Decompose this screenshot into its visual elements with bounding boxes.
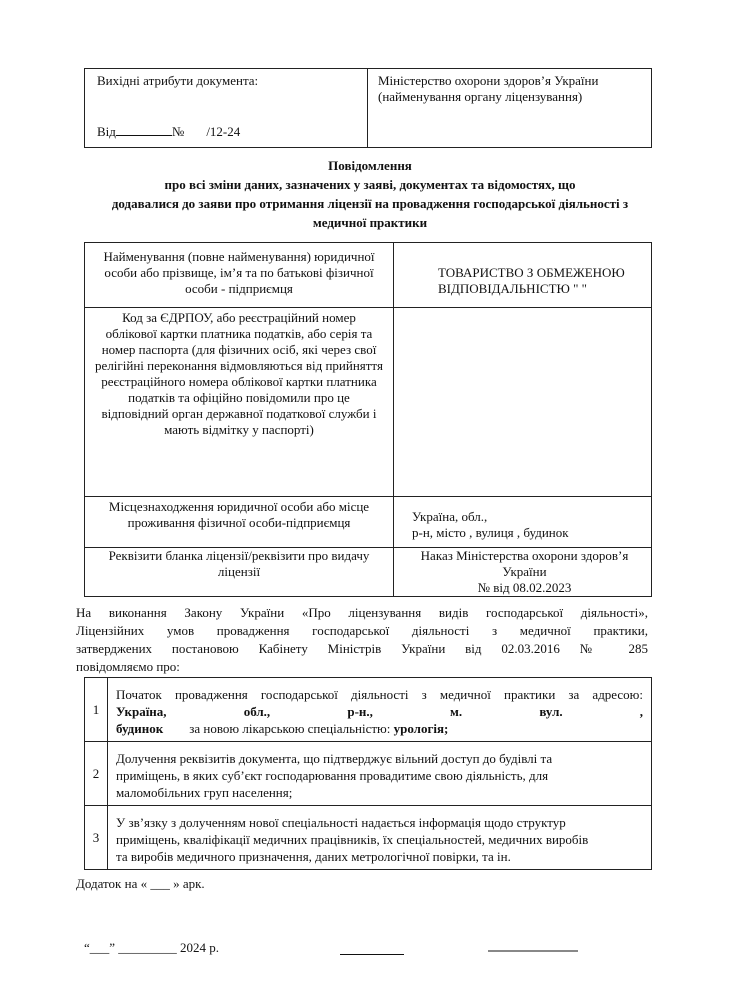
- signature-date: “___” _________ 2024 р.: [84, 940, 220, 955]
- document-attributes-label: Вихідні атрибути документа:: [97, 73, 259, 88]
- item-number: 2: [85, 742, 108, 806]
- ref-date-blank: [116, 135, 172, 136]
- item-number: 1: [85, 678, 108, 742]
- document-title: Повідомлення про всі зміни даних, зазначених у заяві, документах та відомостях, що додавалися до заяви про отримання ліцензії на провадження господарської діяльності з медичної практики: [111, 158, 629, 230]
- item-text: Долучення реквізитів документа, що підтверджує вільний доступ до будівлі та приміщень, в яких суб’єкт господарювання провадитиме свою діяльність, для маломобільних груп населення;: [108, 742, 652, 806]
- licensing-organ: Міністерство охорони здоров’я України (найменування органу ліцензування): [368, 69, 652, 148]
- ref-number: /12-24: [206, 124, 241, 139]
- item-number: 3: [85, 806, 108, 870]
- tax-code-label: Код за ЄДРПОУ, або реєстраційний номер облікової картки платника податків, або серія та номер паспорта (для фізичних осіб, які через свої релігійні переконання відмовляються від прийняття реєстраційного номера облікової картки платника податків та офіційно повідомили про це відповідний орган державної податкової служби і мають відмітку у паспорті): [85, 308, 394, 497]
- name-label: Найменування (повне найменування) юридичної особи або прізвище, ім’я та по батькові фізичної особи - підприємця: [85, 243, 394, 308]
- signature-line: [340, 940, 404, 955]
- signatory-name-line: [488, 944, 578, 952]
- item-text: Початок провадження господарської діяльності з медичної практики за адресою: Україна, обл., р-н., м. вул. , будинок за новою лікарською спеціальністю: урологія;: [108, 678, 652, 742]
- table-row: [85, 678, 652, 742]
- table-row: [85, 742, 652, 806]
- changes-table: [84, 677, 652, 870]
- document-reference: Від № /12-24: [97, 124, 241, 139]
- license-requisites-label: Реквізити бланка ліцензії/реквізити про видачу ліцензії: [85, 548, 394, 597]
- name-value: ТОВАРИСТВО З ОБМЕЖЕНОЮ ВІДПОВІДАЛЬНІСТЮ " ": [394, 243, 652, 308]
- address-label: Місцезнаходження юридичної особи або місце проживання фізичної особи-підприємця: [85, 497, 394, 548]
- appendix-line: Додаток на « ___ » арк.: [76, 876, 205, 891]
- license-requisites-value: Наказ Міністерства охорони здоров’я України № від 08.02.2023: [394, 548, 652, 597]
- address-value: Україна, обл., р-н, місто , вулиця , будинок: [394, 497, 652, 548]
- document-attributes-cell: [85, 69, 368, 148]
- tax-code-value: [394, 308, 652, 497]
- document-attributes-table: [84, 68, 652, 148]
- licensee-info-table: [84, 242, 652, 597]
- intro-paragraph: На виконання Закону України «Про ліцензування видів господарської діяльності», Ліцензійних умов провадження господарської діяльності з медичної практики, затверджених постановою Кабінету Міністрів України від 02.03.2016 № 285 повідомляємо про:: [76, 605, 648, 674]
- table-row: [85, 806, 652, 870]
- item-text: У зв’язку з долученням нової спеціальності надається інформація щодо структур приміщень, кваліфікації медичних працівників, їх спеціальностей, медичних виробів та виробів медичного призначення, даних метрологічної повірки, та ін.: [108, 806, 652, 870]
